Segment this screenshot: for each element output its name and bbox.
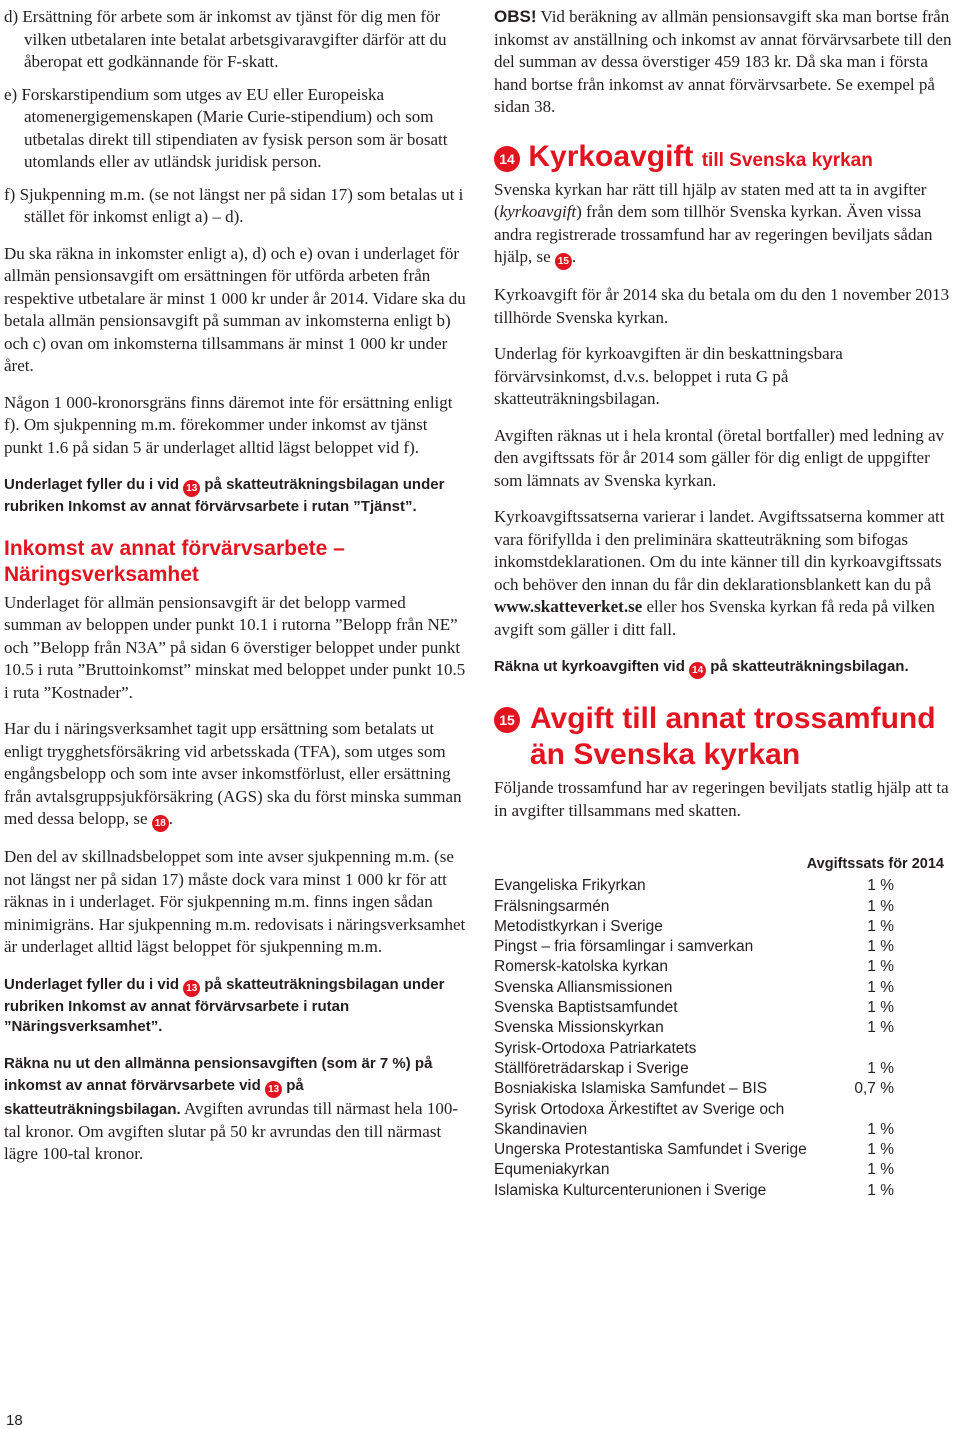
samfund-name: Frälsningsarmén	[494, 897, 610, 915]
paragraph: Avgiften räknas ut i hela krontal (öretal bortfaller) med ledning av den avgiftssats för år 2014 som gäller för dig enligt de uppgifter som lämnats av Svenska kyrkan.	[494, 425, 945, 490]
paragraph: Har du i näringsverksamhet tagit upp ersättning som betalats ut enligt trygghetsförsäkring vid arbetsskada (TFA), som utges som engångsbelopp och som inte avser inkomstförlust, eller ersättning från avtalsgruppsjukförsäkring (AGS) ska du först minska summan med dessa belopp, se 18 .	[4, 718, 466, 832]
samfund-rate: 1 %	[867, 999, 894, 1017]
heading-naringsverksamhet: Inkomst av annat förvärvsarbete – Näringsverksamhet	[4, 536, 345, 586]
badge-13-icon: 13	[265, 1081, 282, 1098]
table-row	[494, 1018, 894, 1038]
skatteverket-link[interactable]: www.skatteverket.se	[494, 597, 643, 616]
trossamfund-table	[494, 854, 944, 1201]
instruction-naringsverksamhet: Underlaget fyller du i vid 13 på skatteuträkningsbilagan under rubriken Inkomst av annat förvärvsarbete i rutan ”Näringsverksamhet”.	[4, 975, 445, 1035]
item-d: d) Ersättning för arbete som är inkomst av tjänst för dig men för vilken utbetalaren inte betalat arbetsgivaravgifter därför att du åberopat ett godkännande för F-skatt.	[4, 7, 447, 71]
samfund-rate: 1 %	[867, 938, 894, 956]
table-row	[494, 978, 894, 998]
table-row	[494, 998, 894, 1018]
samfund-name: Syrisk Ortodoxa Ärkestiftet av Sverige och Skandinavien	[494, 1100, 785, 1138]
samfund-rate: 0,7 %	[854, 1080, 894, 1098]
samfund-rate: 1 %	[867, 1120, 894, 1138]
paragraph: Kyrkoavgiftssatserna varierar i landet. Avgiftssatserna kommer att vara förifyllda i den preliminära skatteuträkning som bifogas inkomstdeklarationen. Om du inte känner till din kyrkoavgiftssats och behöver den innan du får din deklarationsblankett kan du på www.skatteverket.se eller hos Svenska kyrkan få reda på vilken avgift som gäller i ditt fall.	[494, 507, 945, 639]
table-header: Avgiftssats för 2014	[806, 856, 944, 872]
table-row	[494, 917, 894, 937]
samfund-rate: 1 %	[867, 917, 894, 935]
samfund-name: Syrisk-Ortodoxa Patriarkatets Ställföreträdarskap i Sverige	[494, 1039, 697, 1077]
badge-13-icon: 13	[183, 980, 200, 997]
samfund-name: Pingst – fria församlingar i samverkan	[494, 938, 754, 956]
table-row	[494, 1039, 894, 1080]
paragraph: Den del av skillnadsbeloppet som inte avser sjukpenning m.m. (se not längst ner på sidan 17) måste dock vara minst 1 000 kr för att räknas in i underlaget. För sjukpenning m.m. finns ingen sådan minimigräns. Har sjukpenning m.m. redovisats i näringsverksamhet är underlaget alltid lägst beloppet för sjukpenning m.m.	[4, 847, 466, 956]
samfund-name: Svenska Baptistsamfundet	[494, 999, 678, 1017]
samfund-rate: 1 %	[867, 1181, 894, 1199]
badge-14-icon: 14	[689, 662, 706, 679]
samfund-rate: 1 %	[867, 877, 894, 895]
item-f: f) Sjukpenning m.m. (se not längst ner på sidan 17) som betalas ut i stället för inkomst enligt a) – d).	[4, 184, 464, 226]
paragraph: Du ska räkna in inkomster enligt a), d) och e) ovan i underlaget för allmän pensionsavgift om ersättningen för utförda arbeten från respektive utbetalare är minst 1 000 kr under år 2014. Vidare ska du betala allmän pensionsavgift på summan av inkomsterna enligt b) och c) ovan om inkomsterna tillsammans är minst 1 000 kr under året.	[4, 243, 466, 375]
heading-kyrkoavgift: 14 Kyrkoavgift till Svenska kyrkan	[494, 139, 954, 179]
badge-13-icon: 13	[183, 480, 200, 497]
table-row	[494, 937, 894, 957]
badge-14-icon: 14	[494, 146, 520, 172]
heading-annat-trossamfund: 15 Avgift till annat trossamfund än Svenska kyrkan	[494, 701, 954, 773]
table-row	[494, 1100, 894, 1141]
table-row	[494, 897, 894, 917]
paragraph: Svenska kyrkan har rätt till hjälp av staten med att ta in avgifter (kyrkoavgift) från dem som tillhör Svenska kyrkan. Även vissa andra registrerade trossamfund har av regeringen beviljats sådan hjälp, se 15 .	[494, 179, 954, 271]
table-row	[494, 876, 894, 896]
samfund-name: Romersk-katolska kyrkan	[494, 958, 668, 976]
right-column	[494, 6, 954, 1201]
paragraph: Underlag för kyrkoavgiften är din beskattningsbara förvärvsinkomst, d.v.s. beloppet i ruta G på skatteuträkningsbilagan.	[494, 344, 843, 408]
samfund-name: Metodistkyrkan i Sverige	[494, 917, 663, 935]
instruction-pensionsavgift: Räkna nu ut den allmänna pensionsavgiften (som är 7 %) på inkomst av annat förvärvsarbete vid 13 på skatteuträkningsbilagan. Avgiften avrundas till närmast hela 100-tal kronor. Om avgiften slutar på 50 kr avrundas den till närmast lägre 100-tal kronor.	[4, 1054, 458, 1163]
paragraph: Någon 1 000-kronorsgräns finns däremot inte för ersättning enligt f). Om sjukpenning m.m. förekommer under inkomst av tjänst punkt 1.6 på sidan 5 är underlaget alltid lägst beloppet vid f).	[4, 392, 453, 457]
samfund-rate: 1 %	[867, 897, 894, 915]
paragraph: Kyrkoavgift för år 2014 ska du betala om du den 1 november 2013 tillhörde Svenska kyrkan.	[494, 285, 950, 327]
samfund-name: Bosniakiska Islamiska Samfundet – BIS	[494, 1080, 768, 1098]
samfund-rate: 1 %	[867, 978, 894, 996]
samfund-name: Islamiska Kulturcenterunionen i Sverige	[494, 1181, 767, 1199]
obs-note: OBS! Vid beräkning av allmän pensionsavgift ska man bortse från inkomst av anställning och inkomst av annat förvärvsarbete till den del summan av dessa överstiger 459 183 kr. Då ska man i första hand bortse från inkomst av annat förvärvsarbete. Se exempel på sidan 38.	[494, 7, 952, 116]
badge-18-icon: 18	[152, 815, 169, 832]
instruction-kyrkoavgift: Räkna ut kyrkoavgiften vid 14 på skatteuträkningsbilagan.	[494, 657, 954, 679]
table-row	[494, 1140, 894, 1160]
paragraph: Underlaget för allmän pensionsavgift är det belopp varmed summan av beloppen under punkt 10.1 i rutorna ”Belopp från NE” och ”Belopp från N3A” på sidan 6 överstiger beloppet under punkt 10.5 i ruta ”Bruttoinkomst” minskat med beloppet under punkt 10.5 i ruta ”Kostnader”.	[4, 592, 466, 702]
samfund-name: Equmeniakyrkan	[494, 1161, 610, 1179]
table-row	[494, 1160, 894, 1180]
samfund-name: Ungerska Protestantiska Samfundet i Sverige	[494, 1141, 807, 1159]
badge-15-icon: 15	[555, 253, 572, 270]
table-row	[494, 1181, 894, 1201]
instruction-tjanst: Underlaget fyller du i vid 13 på skatteuträkningsbilagan under rubriken Inkomst av annat förvärvsarbete i rutan ”Tjänst”.	[4, 476, 445, 515]
item-e: e) Forskarstipendium som utges av EU eller Europeiska atomenergigemenskapen (Marie Curie-stipendium) och som utbetalas direkt till stipendiaten av fysisk person som är bosatt utomlands eller av utländsk juridisk person.	[4, 84, 448, 171]
samfund-rate: 1 %	[867, 1141, 894, 1159]
samfund-rate: 1 %	[867, 1019, 894, 1037]
samfund-name: Evangeliska Frikyrkan	[494, 877, 646, 895]
paragraph: Följande trossamfund har av regeringen beviljats statlig hjälp att ta in avgifter tillsammans med skatten.	[494, 778, 949, 820]
table-row	[494, 957, 894, 977]
samfund-name: Svenska Missionskyrkan	[494, 1019, 664, 1037]
samfund-rate: 1 %	[867, 958, 894, 976]
page-number: 18	[6, 1412, 23, 1429]
badge-15-icon: 15	[494, 707, 520, 733]
left-column	[4, 6, 466, 1166]
table-row	[494, 1079, 894, 1099]
samfund-rate: 1 %	[867, 1059, 894, 1077]
samfund-name: Svenska Alliansmissionen	[494, 978, 673, 996]
samfund-rate: 1 %	[867, 1161, 894, 1179]
